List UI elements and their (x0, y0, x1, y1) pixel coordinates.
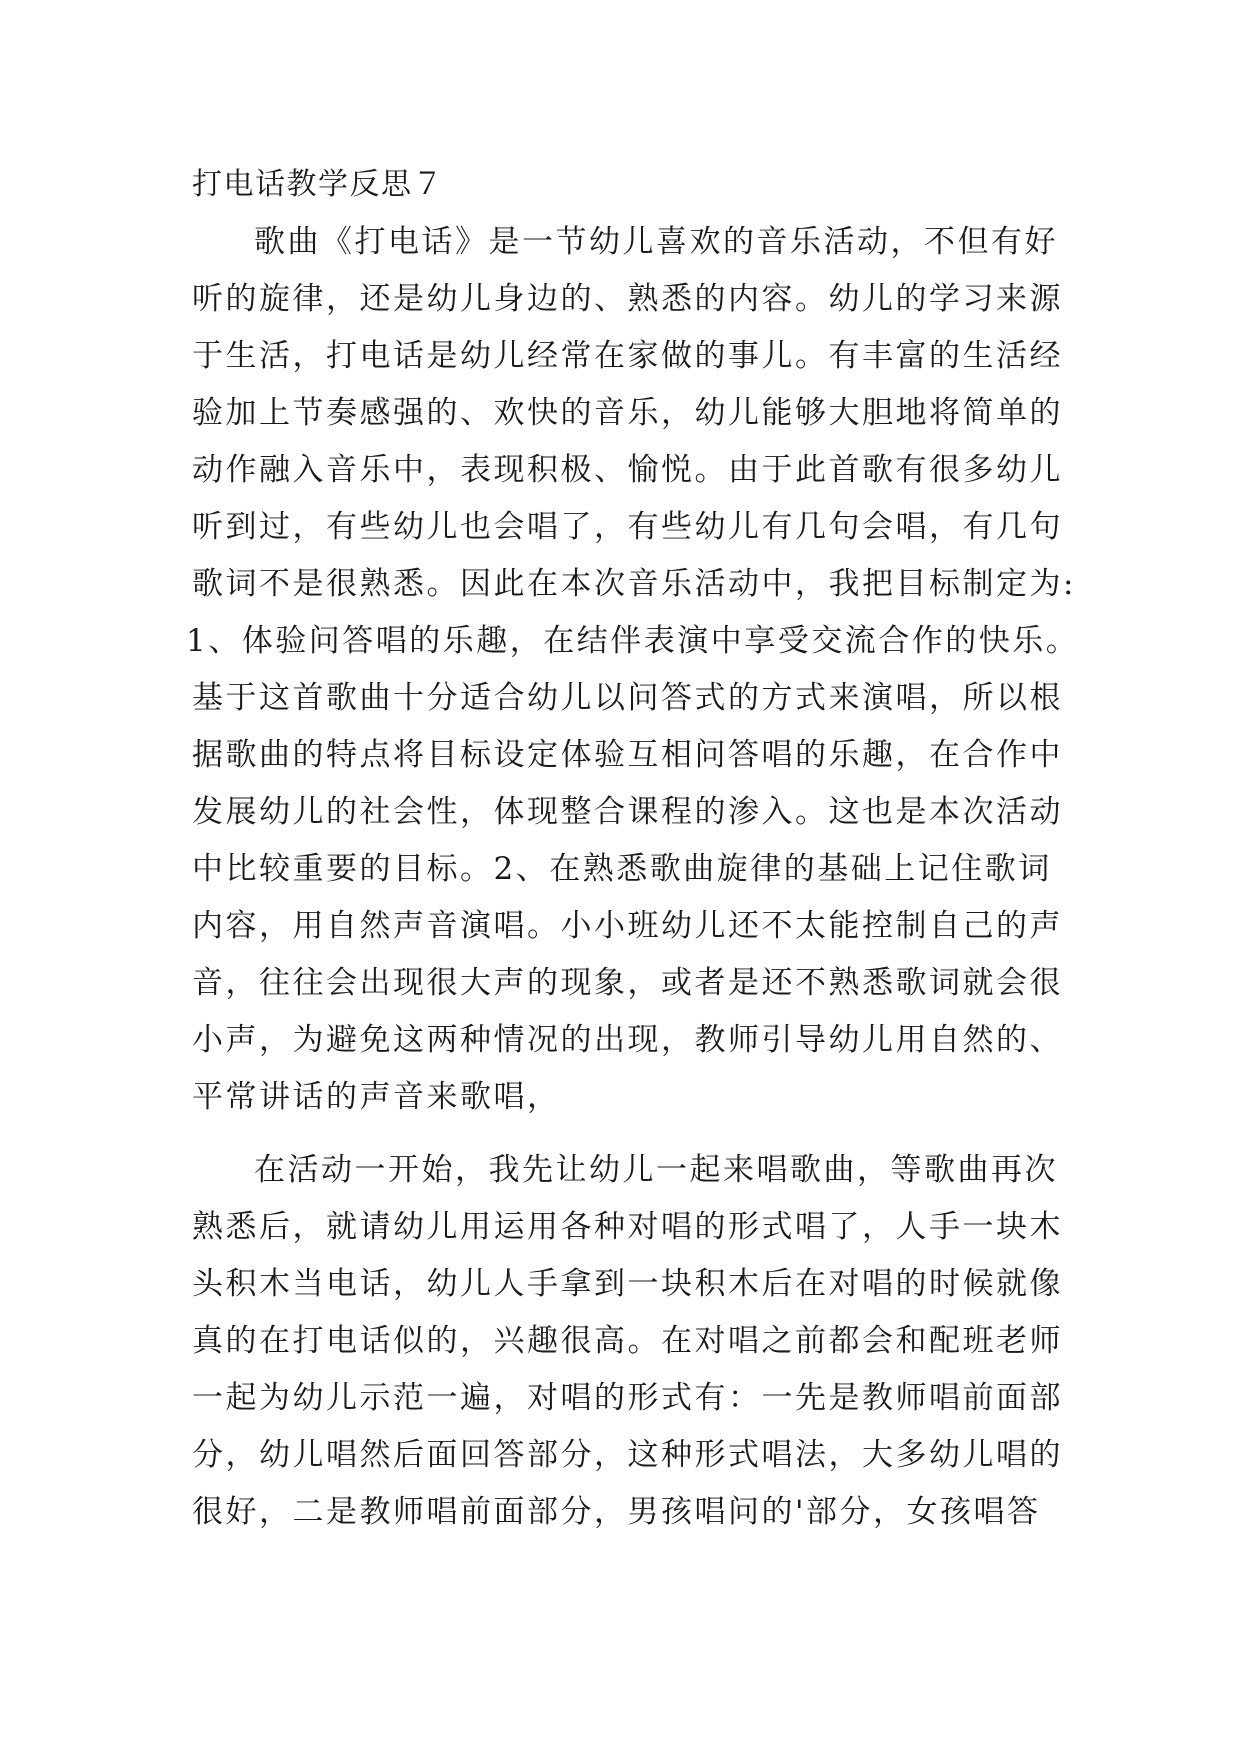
paragraph-1-line: 平常讲话的声音来歌唱， (192, 1079, 561, 1115)
paragraph-1-line: 验加上节奏感强的、欢快的音乐，幼儿能够大胆地将简单的 (192, 395, 1063, 431)
paragraph-1-line: 于生活，打电话是幼儿经常在家做的事儿。有丰富的生活经 (192, 338, 1063, 374)
paragraph-1-line: 据歌曲的特点将目标设定体验互相问答唱的乐趣，在合作中 (192, 737, 1063, 773)
paragraph-2-line: 头积木当电话，幼儿人手拿到一块积木后在对唱的时候就像 (192, 1266, 1063, 1302)
paragraph-2-line: 真的在打电话似的，兴趣很高。在对唱之前都会和配班老师 (192, 1323, 1063, 1359)
paragraph-1-line: 内容，用自然声音演唱。小小班幼儿还不太能控制自己的声 (192, 908, 1063, 944)
paragraph-2-line: 一起为幼儿示范一遍，对唱的形式有：一先是教师唱前面部 (192, 1380, 1063, 1416)
paragraph-1-line: 中比较重要的目标。2、在熟悉歌曲旋律的基础上记住歌词 (192, 851, 1052, 887)
paragraph-2-line: 分，幼儿唱然后面回答部分，这种形式唱法，大多幼儿唱的 (192, 1437, 1063, 1473)
paragraph-1-line: 1、体验问答唱的乐趣，在结伴表演中享受交流合作的快乐。 (186, 623, 1080, 659)
document-title: 打电话教学反思７ (192, 167, 444, 202)
paragraph-1-line: 基于这首歌曲十分适合幼儿以问答式的方式来演唱，所以根 (192, 680, 1063, 716)
paragraph-1-line: 听的旋律，还是幼儿身边的、熟悉的内容。幼儿的学习来源 (192, 281, 1063, 317)
paragraph-2-line: 很好，二是教师唱前面部分，男孩唱问的'部分，女孩唱答 (192, 1494, 1041, 1530)
paragraph-1-line: 音，往往会出现很大声的现象，或者是还不熟悉歌词就会很 (192, 965, 1063, 1001)
paragraph-1-line: 发展幼儿的社会性，体现整合课程的渗入。这也是本次活动 (192, 794, 1063, 830)
paragraph-1-line: 小声，为避免这两种情况的出现，教师引导幼儿用自然的、 (192, 1022, 1063, 1058)
paragraph-1-line: 歌曲《打电话》是一节幼儿喜欢的音乐活动，不但有好 (254, 224, 1058, 260)
paragraph-1-line: 听到过，有些幼儿也会唱了，有些幼儿有几句会唱，有几句 (192, 509, 1063, 545)
paragraph-1-line: 动作融入音乐中，表现积极、愉悦。由于此首歌有很多幼儿 (192, 452, 1063, 488)
paragraph-2-line: 在活动一开始，我先让幼儿一起来唱歌曲，等歌曲再次 (254, 1152, 1058, 1188)
paragraph-1-line: 歌词不是很熟悉。因此在本次音乐活动中，我把目标制定为: (192, 566, 1076, 602)
paragraph-2-line: 熟悉后，就请幼儿用运用各种对唱的形式唱了，人手一块木 (192, 1209, 1063, 1245)
